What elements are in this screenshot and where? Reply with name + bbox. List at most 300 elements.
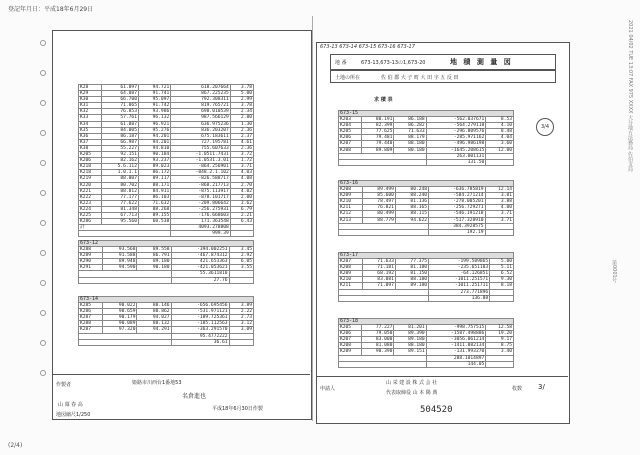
table-cell: -296.809576 xyxy=(426,129,486,135)
company-name: 山 栄 建 設 株 式 会 社 xyxy=(386,380,438,386)
table-cell: 89.499 xyxy=(362,187,395,193)
table-cell: 60.538 xyxy=(138,219,170,225)
table-cell: 5.6.112 xyxy=(102,164,139,170)
table-cell: K287 xyxy=(79,327,103,333)
parcel-value: 673-13,673-13の1,673-20 xyxy=(361,60,426,66)
creation-date: 平成18年6月30日作製 xyxy=(212,406,263,412)
table-cell: 81.080 xyxy=(362,343,394,349)
table-cell: 76.821 xyxy=(362,205,395,211)
table-cell: 89.023 xyxy=(138,164,170,170)
table-cell: 4.10 xyxy=(486,123,514,129)
table-cell: 636.975236 xyxy=(171,121,231,127)
table-cell: 85.600 xyxy=(362,193,395,199)
table-cell: 88.115 xyxy=(395,211,428,217)
table-cell: K224 xyxy=(79,206,102,212)
table-cell: -496.986198 xyxy=(426,141,486,147)
table-cell: 3.88 xyxy=(485,199,513,205)
table-cell: -176.668603 xyxy=(171,212,231,218)
table-cell: 90.659 xyxy=(103,309,137,315)
table-cell: -285.971162 xyxy=(426,135,486,141)
table-cell: 83.081 xyxy=(362,277,395,283)
table-cell: -199.509865 xyxy=(429,259,490,265)
table-cell: 3.78 xyxy=(230,103,253,109)
stamp-number: 504520 xyxy=(420,405,453,415)
table-cell: 95.560 xyxy=(102,219,139,225)
table-cell: 2.36 xyxy=(230,127,253,133)
table-cell: 81.201 xyxy=(394,325,426,331)
table-cell: K225 xyxy=(79,212,102,218)
table-cell: 1.0.1.1 xyxy=(102,170,139,176)
table-cell: K287 xyxy=(79,315,103,321)
sum-value: 263.001131 xyxy=(426,153,486,159)
table-cell: 2.22 xyxy=(229,309,253,315)
table-cell: 79.440 xyxy=(362,141,394,147)
table-cell: K288 xyxy=(79,321,103,327)
table-cell: -546.191218 xyxy=(429,211,485,217)
table-cell: 90.179 xyxy=(103,315,137,321)
table-cell: 4.61 xyxy=(230,139,253,145)
table-cell: -848.2.1.102 xyxy=(171,170,231,176)
table-cell: 9.30 xyxy=(490,277,514,283)
table-cell: 89.180 xyxy=(394,337,426,343)
table-cell: 12.00 xyxy=(486,147,514,153)
page-spine xyxy=(312,16,313,421)
table-cell: K206 xyxy=(79,158,102,164)
table-cell: 66.987 xyxy=(102,139,139,145)
table-cell: K210 xyxy=(339,199,363,205)
table-cell: 3.12 xyxy=(229,321,253,327)
table-cell: 89.155 xyxy=(138,212,170,218)
area-value: 999.39 xyxy=(171,231,231,237)
table-cell: -826.588717 xyxy=(171,176,231,182)
table-cell: 90.390 xyxy=(362,349,394,355)
left-mid-area-table xyxy=(78,240,254,284)
table-cell: K30 xyxy=(79,97,102,103)
fax-side-text: 2021 04/02 TUE 13:07 FAX 975 XXXX 大分地方法務局 佐伯支局 xyxy=(627,20,633,172)
section-title: 求 積 表 xyxy=(374,97,393,103)
table-cell: 987.566129 xyxy=(171,115,231,121)
table-cell: 94.721 xyxy=(138,85,170,91)
table-cell: 2.73 xyxy=(229,315,253,321)
table-cell: 90.184 xyxy=(138,152,170,158)
table-cell: 77.622 xyxy=(102,200,139,206)
table-cell: 4.04 xyxy=(486,135,514,141)
table-cell: 88.179 xyxy=(394,135,426,141)
header-registration-date: 登記年月日：平成18年6月29日 xyxy=(8,6,94,13)
table-cell: 2.92 xyxy=(229,253,253,259)
handwritten-annotation: 673-13 673-14 673-15 673-16 673-17 xyxy=(320,44,415,50)
table-cell: 77.177 xyxy=(102,194,139,200)
table-cell: 94.291 xyxy=(137,327,171,333)
table-cell: -64.126851 xyxy=(429,271,490,277)
parcel-label: 673-12 xyxy=(79,241,254,247)
table-cell: 94.027 xyxy=(137,315,171,321)
table-cell: 91.742 xyxy=(138,103,170,109)
table-cell: 727.195781 xyxy=(171,139,231,145)
table-cell: K206 xyxy=(339,135,362,141)
table-cell: 80.132 xyxy=(137,321,171,327)
table-cell: 2.00 xyxy=(230,194,253,200)
parcel-label: 673-15 xyxy=(339,111,514,117)
table-cell: 1.72 xyxy=(230,158,253,164)
area-value: 192.19 xyxy=(429,229,485,235)
table-cell: 61.087 xyxy=(102,121,139,127)
table-cell: 3.78 xyxy=(230,85,253,91)
table-cell: 67.713 xyxy=(102,212,139,218)
table-cell: K209 xyxy=(339,349,362,355)
table-cell: 77.227 xyxy=(362,325,394,331)
table-cell: -235.651103 xyxy=(429,265,490,271)
table-cell: 5.11 xyxy=(490,265,514,271)
table-cell: 5.00 xyxy=(230,91,253,97)
sum-value: 384.3928575 xyxy=(429,223,485,229)
left-footer xyxy=(52,374,310,419)
table-cell: 84.911 xyxy=(138,188,170,194)
table-cell: -517.328910 xyxy=(429,217,485,223)
table-cell: 82.399 xyxy=(362,123,394,129)
table-cell: K31 xyxy=(79,103,102,109)
table-cell: -878.101717 xyxy=(171,194,231,200)
table-cell: 698.010539 xyxy=(171,109,231,115)
table-cell: -1645.208615 xyxy=(426,147,486,153)
table-cell: 3.71 xyxy=(230,164,253,170)
table-cell: 93.237 xyxy=(138,158,170,164)
table-cell: -256.275931 xyxy=(171,206,231,212)
table-cell: -278.005201 xyxy=(429,199,485,205)
table-cell: 89.180 xyxy=(395,283,428,289)
maker-label: 作製者 xyxy=(56,382,72,388)
scale-label: 地図縮尺1/250 xyxy=(56,412,91,418)
area-value: 36.61 xyxy=(171,339,229,345)
table-cell: 8.48 xyxy=(486,129,514,135)
sum-value: 288.1014897 xyxy=(426,355,486,361)
representative: 代表取締役 山 本 陽 典 xyxy=(386,390,438,396)
area-table-673-17 xyxy=(338,252,514,302)
sum-label: 計 xyxy=(79,225,171,231)
maker-signature: 名倉進也 xyxy=(182,393,207,400)
left-top-area-table xyxy=(78,84,254,237)
table-cell: 6.52 xyxy=(490,271,514,277)
table-cell: -636.785819 xyxy=(429,187,485,193)
table-cell: 96.132 xyxy=(138,115,170,121)
table-cell: 89.180 xyxy=(137,259,171,265)
table-cell: 2.99 xyxy=(230,97,253,103)
table-cell: 94.201 xyxy=(138,139,170,145)
table-cell: 171.363548 xyxy=(171,219,231,225)
table-cell: 88.007 xyxy=(102,176,139,182)
table-cell: 3.09 xyxy=(229,327,253,333)
table-cell: 88.779 xyxy=(362,217,395,223)
table-cell: 88.180 xyxy=(394,141,426,147)
parcel-label: 673-18 xyxy=(339,319,514,325)
parcel-box xyxy=(330,54,556,70)
table-cell: 8.18 xyxy=(490,283,514,289)
table-cell: 12.58 xyxy=(486,325,514,331)
table-cell: 4.00 xyxy=(485,205,513,211)
table-cell: 79.050 xyxy=(362,331,394,337)
table-cell: K209 xyxy=(339,193,363,199)
table-cell: 3.62 xyxy=(230,200,253,206)
table-cell: -1587.498886 xyxy=(426,331,486,337)
sum-value: 95.4772222 xyxy=(171,333,229,339)
area-table-673-15 xyxy=(338,110,514,166)
table-cell: K218 xyxy=(79,164,102,170)
table-cell: K208 xyxy=(339,265,363,271)
table-cell: 89.151 xyxy=(394,349,426,355)
table-cell: -1411.882134 xyxy=(426,343,486,349)
page-count-label: 枚数 xyxy=(512,386,523,392)
table-cell: K220 xyxy=(79,182,102,188)
table-cell: K203 xyxy=(339,117,362,123)
table-cell: 95.276 xyxy=(138,127,170,133)
area-value: 27.76 xyxy=(171,277,229,283)
right-footer xyxy=(316,376,568,403)
table-cell: K289 xyxy=(79,253,103,259)
table-cell: K34 xyxy=(79,121,102,127)
location-value: 佐 伯 郡 大 子 町 大 田 字 五 反 田 xyxy=(381,75,459,81)
table-cell: 86.172 xyxy=(138,170,170,176)
table-cell: 66.700 xyxy=(102,97,139,103)
location-box xyxy=(330,70,556,83)
area-value: 136.88 xyxy=(429,295,490,301)
table-cell: 80.862 xyxy=(137,309,171,315)
table-cell: 3.40 xyxy=(486,349,514,355)
table-cell: 57.761 xyxy=(102,115,139,121)
table-cell: 3.55 xyxy=(229,265,253,271)
table-cell: -256.729271 xyxy=(429,205,485,211)
table-cell: 836.203207 xyxy=(171,127,231,133)
table-cell: 86.187 xyxy=(102,133,139,139)
parcel-label: 673-16 xyxy=(339,181,514,187)
maker-name: 山 幕 春 高 xyxy=(58,402,83,408)
table-cell: -185.112563 xyxy=(171,321,229,327)
table-cell: K285 xyxy=(79,303,103,309)
table-cell: 675.183611 xyxy=(171,133,231,139)
table-cell: 71.065 xyxy=(102,103,139,109)
table-cell: K35 xyxy=(79,127,102,133)
table-cell: 81.180 xyxy=(395,265,428,271)
table-cell: 79.481 xyxy=(362,135,394,141)
table-cell: 78.497 xyxy=(362,199,395,205)
table-cell: 88.180 xyxy=(394,343,426,349)
table-cell: 80.180 xyxy=(394,147,426,153)
table-cell: K210 xyxy=(339,277,363,283)
table-cell: K222 xyxy=(79,194,102,200)
table-cell: 81.348 xyxy=(102,206,139,212)
table-cell: -564.279118 xyxy=(426,123,486,129)
table-cell: -1.0511.7431 xyxy=(171,152,231,158)
page-count: 3/ xyxy=(538,383,545,391)
table-cell: 3.89 xyxy=(229,303,253,309)
fax-side-number: 第0001号 xyxy=(611,260,617,283)
table-cell: 88.180 xyxy=(395,277,428,283)
table-cell: K286 xyxy=(79,219,102,225)
table-cell: 86.188 xyxy=(394,117,426,123)
sum-value: 273.771896 xyxy=(429,289,490,295)
table-cell: 2.34 xyxy=(230,109,253,115)
table-cell: K207 xyxy=(339,141,362,147)
table-cell: 819.765721 xyxy=(171,103,231,109)
table-cell: K208 xyxy=(339,343,362,349)
table-cell: 81.136 xyxy=(395,199,428,205)
table-cell: 89.809 xyxy=(362,147,394,153)
table-cell: 90.089 xyxy=(103,321,137,327)
table-cell: 71.181 xyxy=(362,265,395,271)
table-cell: -189.725361 xyxy=(171,315,229,321)
table-cell: K208 xyxy=(339,187,363,193)
table-cell: 2.36 xyxy=(230,145,253,151)
table-cell: -864.256901 xyxy=(171,164,231,170)
table-cell: 3.45 xyxy=(229,247,253,253)
table-cell: K207 xyxy=(339,259,363,265)
table-cell: K290 xyxy=(79,259,103,265)
table-cell: K213 xyxy=(339,217,363,223)
table-cell: 90.180 xyxy=(137,265,171,271)
area-table-673-16 xyxy=(338,180,514,236)
table-cell: 2.80 xyxy=(230,115,253,121)
table-cell: -131.993270 xyxy=(426,349,486,355)
table-cell: 88.268 xyxy=(138,206,170,212)
table-cell: -875.113917 xyxy=(171,188,231,194)
area-value: 144.05 xyxy=(426,361,486,367)
table-cell: K205 xyxy=(339,129,362,135)
table-cell: K221 xyxy=(79,188,102,194)
footer-page-indicator: (2/4) xyxy=(8,442,23,449)
table-cell: K219 xyxy=(79,176,102,182)
table-cell: 867.225235 xyxy=(171,91,231,97)
table-cell: K211 xyxy=(339,283,363,289)
table-cell: 9.17 xyxy=(486,337,514,343)
table-cell: 421.653363 xyxy=(171,259,229,265)
table-cell: 55.227 xyxy=(102,145,139,151)
table-cell: 19.20 xyxy=(486,331,514,337)
table-cell: 86.103 xyxy=(138,194,170,200)
table-cell: K208 xyxy=(339,147,362,153)
table-cell: K218 xyxy=(79,170,102,176)
table-cell: 64.087 xyxy=(102,91,139,97)
table-cell: 755.607633 xyxy=(171,145,231,151)
table-cell: K209 xyxy=(339,271,363,277)
table-cell: 2.37 xyxy=(230,133,253,139)
table-cell: 1.30 xyxy=(230,121,253,127)
table-cell: 4.03 xyxy=(230,170,253,176)
table-cell: K207 xyxy=(339,337,362,343)
table-cell: 792.308311 xyxy=(171,97,231,103)
table-cell: -3056.061214 xyxy=(426,337,486,343)
applicant-label: 申請人 xyxy=(320,386,336,392)
table-cell: 88.240 xyxy=(395,193,428,199)
table-cell: 68.192 xyxy=(362,271,395,277)
table-cell: 94.810 xyxy=(138,145,170,151)
table-cell: -562.037671 xyxy=(426,117,486,123)
table-cell: 84.005 xyxy=(102,127,139,133)
table-cell: 76.853 xyxy=(102,109,139,115)
area-table-673-18 xyxy=(338,318,514,368)
parcel-label: 673-17 xyxy=(339,253,514,259)
table-cell: -467.874312 xyxy=(171,253,229,259)
table-cell: 3.60 xyxy=(486,141,514,147)
table-cell: 8.75 xyxy=(486,343,514,349)
table-cell: -868.217713 xyxy=(171,182,231,188)
table-cell: 82.162 xyxy=(102,158,139,164)
table-cell: 77.625 xyxy=(362,129,394,135)
table-cell: 89.390 xyxy=(394,331,426,337)
parcel-label: 673-14 xyxy=(79,297,254,303)
table-cell: 97.320 xyxy=(103,327,137,333)
table-cell: 61.097 xyxy=(102,85,139,91)
table-cell: -394.002251 xyxy=(171,247,229,253)
table-cell: 3.81 xyxy=(485,193,513,199)
table-cell: -363.291570 xyxy=(171,327,229,333)
table-cell: 86.282 xyxy=(394,123,426,129)
table-cell: 6.43 xyxy=(230,219,253,225)
table-cell: 5.00 xyxy=(490,259,514,265)
table-cell: K286 xyxy=(79,309,103,315)
table-cell: 93.986 xyxy=(138,109,170,115)
table-cell: K28 xyxy=(79,85,102,91)
table-cell: K204 xyxy=(339,123,362,129)
table-cell: 83.000 xyxy=(362,337,394,343)
table-cell: K212 xyxy=(339,211,363,217)
table-cell: 96.921 xyxy=(138,121,170,127)
table-cell: 2.70 xyxy=(230,182,253,188)
table-cell: 89.948 xyxy=(103,259,137,265)
table-cell: -1011.251571 xyxy=(429,277,490,283)
table-cell: 88.171 xyxy=(138,182,170,188)
table-cell: 86.791 xyxy=(137,253,171,259)
document-title: 地 積 測 量 図 xyxy=(450,58,513,66)
table-cell: 94.622 xyxy=(395,217,428,223)
table-cell: 71.633 xyxy=(362,259,395,265)
table-cell: 3.71 xyxy=(485,211,513,217)
sum-value: 4093.278808 xyxy=(171,225,231,231)
table-cell: 89.558 xyxy=(137,247,171,253)
table-cell: 91.741 xyxy=(138,91,170,97)
left-low-area-table xyxy=(78,296,254,346)
table-cell: 91.588 xyxy=(103,253,137,259)
table-cell: K32 xyxy=(79,109,102,115)
table-cell: -998.757515 xyxy=(426,325,486,331)
maker-address: 姫路市川西台1番地53 xyxy=(132,380,182,386)
table-cell: 80.146 xyxy=(137,303,171,309)
table-cell: K223 xyxy=(79,200,102,206)
table-cell: 2.21 xyxy=(230,212,253,218)
table-cell: 3.72 xyxy=(230,152,253,158)
table-cell: 90.022 xyxy=(103,303,137,309)
table-cell: K38 xyxy=(79,145,102,151)
table-cell: 71.632 xyxy=(138,200,170,206)
table-cell: K29 xyxy=(79,91,102,97)
table-cell: 95.097 xyxy=(138,97,170,103)
table-cell: K36 xyxy=(79,133,102,139)
table-cell: -656.695456 xyxy=(171,303,229,309)
area-value: 131.50 xyxy=(426,159,486,165)
table-cell: 4.02 xyxy=(230,188,253,194)
table-cell: 618.207664 xyxy=(171,85,231,91)
table-cell: 3.71 xyxy=(485,217,513,223)
table-cell: 71.633 xyxy=(394,129,426,135)
table-cell: -531.971121 xyxy=(171,309,229,315)
table-cell: -1011.251711 xyxy=(429,283,490,289)
table-cell: 88.012 xyxy=(102,188,139,194)
table-cell: 80.702 xyxy=(102,182,139,188)
table-cell: -421.053621 xyxy=(171,265,229,271)
page-circle-stamp: 3/4 xyxy=(536,118,554,136)
table-cell: K205 xyxy=(339,325,362,331)
table-cell: 94.590 xyxy=(103,265,137,271)
table-cell: 94.201 xyxy=(138,133,170,139)
table-cell: 6.05 xyxy=(229,259,253,265)
